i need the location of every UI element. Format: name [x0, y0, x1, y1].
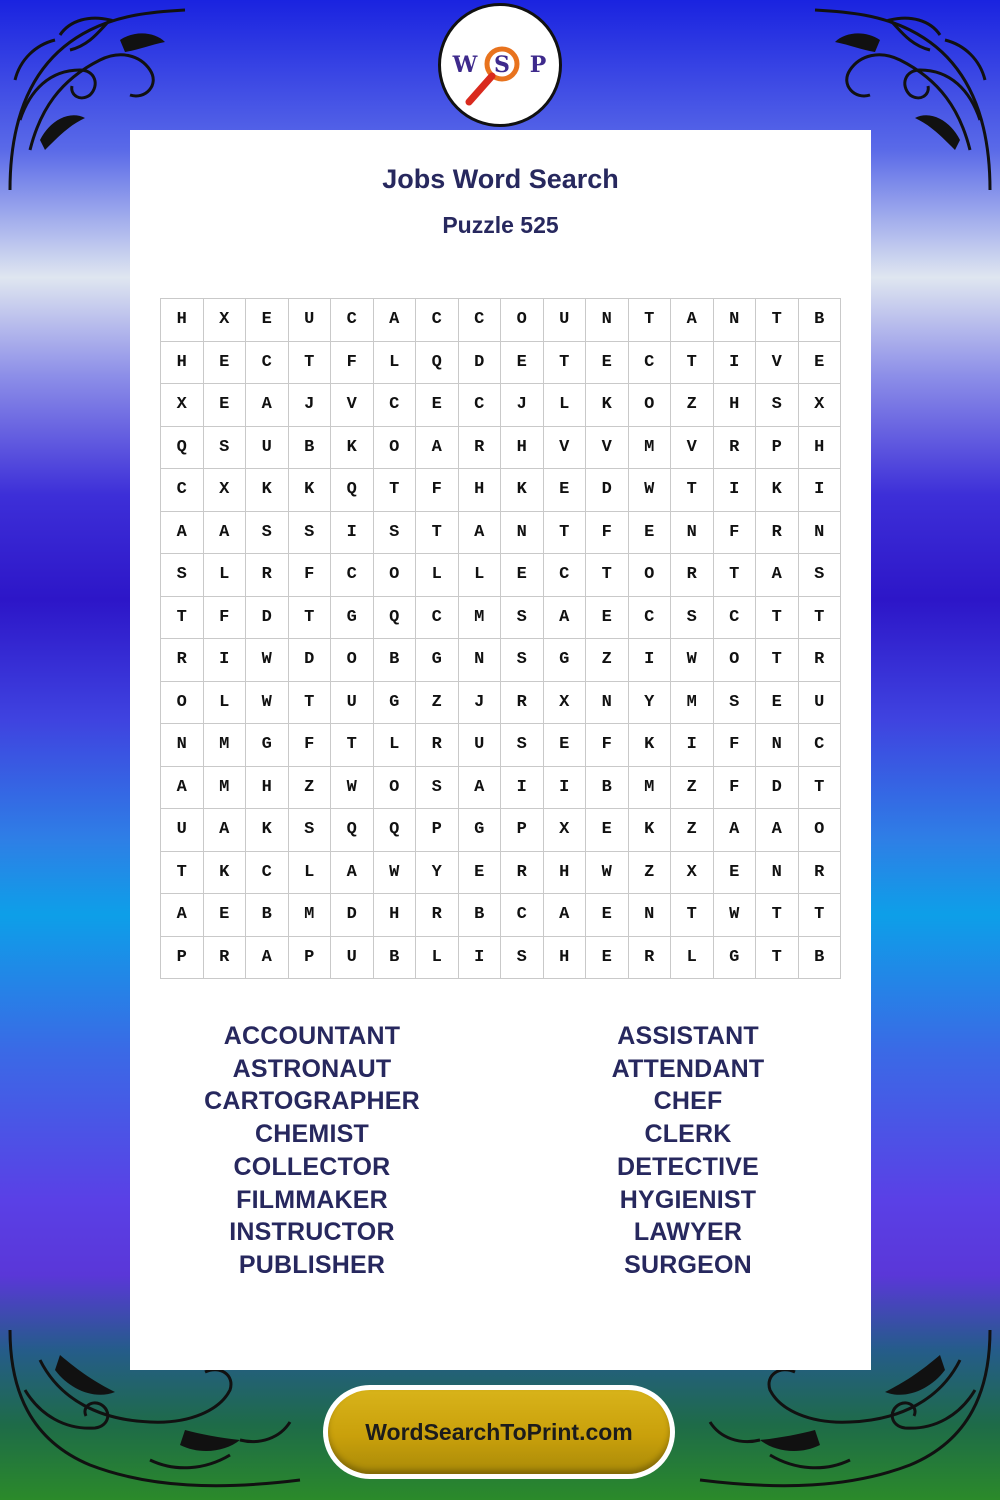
grid-cell[interactable]: H [799, 427, 842, 470]
grid-cell[interactable]: C [459, 384, 502, 427]
logo-letter-w: W [452, 52, 478, 78]
grid-cell[interactable]: A [161, 767, 204, 810]
grid-cell[interactable]: A [204, 809, 247, 852]
grid-cell[interactable]: K [501, 469, 544, 512]
grid-cell[interactable]: I [714, 469, 757, 512]
grid-cell[interactable]: N [714, 299, 757, 342]
grid-cell[interactable]: T [586, 554, 629, 597]
letter-grid [160, 298, 841, 979]
grid-cell[interactable]: V [331, 384, 374, 427]
grid-cell[interactable]: M [289, 894, 332, 937]
grid-cell[interactable]: S [289, 512, 332, 555]
grid-cell[interactable]: Z [586, 639, 629, 682]
grid-cell[interactable]: K [246, 809, 289, 852]
word-list-item: CARTOGRAPHER [204, 1087, 420, 1116]
word-list-left [127, 1020, 497, 1282]
grid-cell[interactable]: L [459, 554, 502, 597]
grid-cell[interactable]: J [501, 384, 544, 427]
grid-cell[interactable]: L [416, 554, 459, 597]
grid-cell[interactable]: F [586, 512, 629, 555]
grid-cell[interactable]: H [374, 894, 417, 937]
grid-cell[interactable]: E [586, 597, 629, 640]
grid-cell[interactable]: L [416, 937, 459, 980]
grid-cell[interactable]: E [799, 342, 842, 385]
grid-cell[interactable]: D [459, 342, 502, 385]
grid-cell[interactable]: S [671, 597, 714, 640]
grid-cell[interactable]: B [799, 299, 842, 342]
grid-cell[interactable]: S [246, 512, 289, 555]
grid-cell[interactable]: S [501, 724, 544, 767]
grid-cell[interactable]: Y [629, 682, 672, 725]
grid-cell[interactable]: Z [671, 384, 714, 427]
grid-cell[interactable]: X [161, 384, 204, 427]
grid-cell[interactable]: E [246, 299, 289, 342]
grid-cell[interactable]: B [799, 937, 842, 980]
grid-cell[interactable]: U [799, 682, 842, 725]
grid-cell[interactable]: E [586, 894, 629, 937]
grid-cell[interactable]: W [246, 682, 289, 725]
grid-cell[interactable]: R [799, 852, 842, 895]
grid-cell[interactable]: P [416, 809, 459, 852]
grid-cell[interactable]: A [416, 427, 459, 470]
grid-cell[interactable]: X [799, 384, 842, 427]
grid-cell[interactable]: L [374, 342, 417, 385]
grid-cell[interactable]: E [586, 342, 629, 385]
grid-cell[interactable]: L [671, 937, 714, 980]
word-list-item: COLLECTOR [233, 1152, 391, 1181]
grid-cell[interactable]: I [671, 724, 714, 767]
grid-cell[interactable]: G [246, 724, 289, 767]
grid-cell[interactable]: G [544, 639, 587, 682]
grid-cell[interactable]: H [501, 427, 544, 470]
grid-cell[interactable]: I [544, 767, 587, 810]
grid-cell[interactable]: I [459, 937, 502, 980]
grid-cell[interactable]: C [331, 554, 374, 597]
grid-cell[interactable]: Z [671, 809, 714, 852]
grid-cell[interactable]: T [374, 469, 417, 512]
grid-cell[interactable]: A [331, 852, 374, 895]
grid-cell[interactable]: G [374, 682, 417, 725]
grid-cell[interactable]: T [756, 597, 799, 640]
grid-cell[interactable]: J [289, 384, 332, 427]
grid-cell[interactable]: A [459, 512, 502, 555]
grid-cell[interactable]: M [459, 597, 502, 640]
grid-cell[interactable]: U [246, 427, 289, 470]
page-title: Jobs Word Search [382, 164, 619, 194]
grid-cell[interactable]: S [501, 937, 544, 980]
word-list-item: ACCOUNTANT [223, 1022, 401, 1050]
word-list-item: LAWYER [633, 1218, 743, 1247]
grid-cell[interactable]: V [586, 427, 629, 470]
grid-cell[interactable]: H [544, 852, 587, 895]
grid-cell[interactable]: E [629, 512, 672, 555]
grid-cell[interactable]: D [586, 469, 629, 512]
grid-cell[interactable]: G [331, 597, 374, 640]
word-list-item: DETECTIVE [616, 1152, 760, 1181]
grid-cell[interactable]: A [756, 809, 799, 852]
grid-cell[interactable]: D [331, 894, 374, 937]
grid-cell[interactable]: W [586, 852, 629, 895]
grid-cell[interactable]: H [161, 299, 204, 342]
grid-cell[interactable]: S [374, 512, 417, 555]
grid-cell[interactable]: E [586, 937, 629, 980]
grid-cell[interactable]: B [289, 427, 332, 470]
grid-cell[interactable]: D [289, 639, 332, 682]
grid-cell[interactable]: R [501, 682, 544, 725]
grid-cell[interactable]: N [671, 512, 714, 555]
grid-cell[interactable]: F [586, 724, 629, 767]
grid-cell[interactable]: M [629, 427, 672, 470]
grid-cell[interactable]: L [289, 852, 332, 895]
grid-cell[interactable]: Q [374, 809, 417, 852]
word-list-item: CLERK [644, 1120, 732, 1149]
word-list-item: PUBLISHER [238, 1250, 386, 1279]
grid-cell[interactable]: R [416, 724, 459, 767]
grid-cell[interactable]: R [161, 639, 204, 682]
grid-cell[interactable]: E [714, 852, 757, 895]
grid-cell[interactable]: N [161, 724, 204, 767]
word-list-right [503, 1020, 873, 1282]
grid-cell[interactable]: F [331, 342, 374, 385]
grid-cell[interactable]: N [459, 639, 502, 682]
word-list-item: ATTENDANT [611, 1054, 765, 1083]
grid-cell[interactable]: D [246, 597, 289, 640]
grid-cell[interactable]: M [204, 724, 247, 767]
grid-cell[interactable]: R [501, 852, 544, 895]
grid-cell[interactable]: C [246, 852, 289, 895]
grid-cell[interactable]: O [331, 639, 374, 682]
grid-cell[interactable]: B [586, 767, 629, 810]
grid-cell[interactable]: E [204, 384, 247, 427]
grid-cell[interactable]: F [714, 512, 757, 555]
grid-cell[interactable]: B [459, 894, 502, 937]
grid-cell[interactable]: Z [289, 767, 332, 810]
grid-cell[interactable]: U [289, 299, 332, 342]
grid-cell[interactable]: T [799, 767, 842, 810]
grid-cell[interactable]: R [671, 554, 714, 597]
grid-cell[interactable]: N [756, 852, 799, 895]
puzzle-number: Puzzle 525 [442, 212, 559, 238]
grid-cell[interactable]: T [331, 724, 374, 767]
grid-cell[interactable]: T [289, 342, 332, 385]
grid-cell[interactable]: M [629, 767, 672, 810]
grid-cell[interactable]: X [544, 809, 587, 852]
grid-cell[interactable]: K [629, 724, 672, 767]
grid-cell[interactable]: S [501, 639, 544, 682]
grid-cell[interactable]: T [756, 894, 799, 937]
grid-cell[interactable]: N [756, 724, 799, 767]
word-list-item: INSTRUCTOR [229, 1218, 395, 1247]
grid-cell[interactable]: N [501, 512, 544, 555]
word-list-item: SURGEON [624, 1250, 752, 1279]
grid-cell[interactable]: L [544, 384, 587, 427]
grid-cell[interactable]: N [799, 512, 842, 555]
grid-cell[interactable]: D [756, 767, 799, 810]
grid-cell[interactable]: F [289, 724, 332, 767]
grid-cell[interactable]: K [756, 469, 799, 512]
grid-cell[interactable]: I [501, 767, 544, 810]
grid-cell[interactable]: V [756, 342, 799, 385]
grid-cell[interactable]: H [161, 342, 204, 385]
grid-cell[interactable]: C [161, 469, 204, 512]
grid-cell[interactable]: S [289, 809, 332, 852]
grid-cell[interactable]: Q [374, 597, 417, 640]
grid-cell[interactable]: X [204, 469, 247, 512]
grid-cell[interactable]: E [544, 724, 587, 767]
logo-letter-s: S [494, 52, 510, 78]
grid-cell[interactable]: C [544, 554, 587, 597]
grid-cell[interactable]: O [374, 427, 417, 470]
grid-cell[interactable]: Z [671, 767, 714, 810]
grid-cell[interactable]: U [459, 724, 502, 767]
grid-cell[interactable]: P [161, 937, 204, 980]
grid-cell[interactable]: T [629, 299, 672, 342]
grid-cell[interactable]: O [501, 299, 544, 342]
grid-cell[interactable]: T [289, 682, 332, 725]
grid-cell[interactable]: T [289, 597, 332, 640]
grid-cell[interactable]: W [714, 894, 757, 937]
grid-cell[interactable]: P [289, 937, 332, 980]
word-list-item: CHEF [653, 1087, 723, 1116]
grid-cell[interactable]: Z [629, 852, 672, 895]
grid-cell[interactable]: S [204, 427, 247, 470]
grid-cell[interactable]: E [586, 809, 629, 852]
grid-cell[interactable]: E [204, 342, 247, 385]
grid-cell[interactable]: A [544, 894, 587, 937]
grid-cell[interactable]: E [544, 469, 587, 512]
grid-cell[interactable]: S [714, 682, 757, 725]
grid-cell[interactable]: M [204, 767, 247, 810]
grid-cell[interactable]: C [501, 894, 544, 937]
grid-cell[interactable]: X [544, 682, 587, 725]
grid-cell[interactable]: K [289, 469, 332, 512]
grid-cell[interactable]: C [416, 299, 459, 342]
grid-cell[interactable]: B [246, 894, 289, 937]
grid-cell[interactable]: C [331, 299, 374, 342]
grid-cell[interactable]: H [544, 937, 587, 980]
grid-cell[interactable]: O [629, 384, 672, 427]
grid-cell[interactable]: V [544, 427, 587, 470]
grid-cell[interactable]: I [799, 469, 842, 512]
grid-cell[interactable]: T [416, 512, 459, 555]
grid-cell[interactable]: R [756, 512, 799, 555]
grid-cell[interactable]: K [246, 469, 289, 512]
grid-cell[interactable]: T [671, 469, 714, 512]
grid-cell[interactable]: O [161, 682, 204, 725]
grid-cell[interactable]: C [374, 384, 417, 427]
grid-cell[interactable]: A [671, 299, 714, 342]
grid-cell[interactable]: A [459, 767, 502, 810]
grid-cell[interactable]: K [331, 427, 374, 470]
word-list-item: HYGIENIST [619, 1185, 757, 1214]
grid-cell[interactable]: W [671, 639, 714, 682]
grid-cell[interactable]: A [204, 512, 247, 555]
grid-cell[interactable]: B [374, 639, 417, 682]
grid-cell[interactable]: C [629, 342, 672, 385]
grid-cell[interactable]: W [246, 639, 289, 682]
grid-cell[interactable]: P [756, 427, 799, 470]
grid-cell[interactable]: T [671, 342, 714, 385]
grid-cell[interactable]: B [374, 937, 417, 980]
grid-cell[interactable]: I [331, 512, 374, 555]
grid-cell[interactable]: N [586, 299, 629, 342]
grid-cell[interactable]: W [331, 767, 374, 810]
grid-cell[interactable]: O [799, 809, 842, 852]
site-link-text: WordSearchToPrint.com [365, 1418, 633, 1445]
grid-cell[interactable]: U [544, 299, 587, 342]
grid-cell[interactable]: U [331, 682, 374, 725]
grid-cell[interactable]: F [714, 767, 757, 810]
grid-cell[interactable]: A [246, 937, 289, 980]
grid-cell[interactable]: M [671, 682, 714, 725]
grid-cell[interactable]: T [161, 597, 204, 640]
grid-cell[interactable]: T [799, 597, 842, 640]
grid-cell[interactable]: T [544, 512, 587, 555]
grid-cell[interactable]: C [459, 299, 502, 342]
grid-cell[interactable]: R [714, 427, 757, 470]
grid-cell[interactable]: L [374, 724, 417, 767]
grid-cell[interactable]: L [204, 682, 247, 725]
grid-cell[interactable]: A [161, 894, 204, 937]
grid-cell[interactable]: H [459, 469, 502, 512]
grid-cell[interactable]: O [629, 554, 672, 597]
grid-cell[interactable]: T [671, 894, 714, 937]
grid-cell[interactable]: X [671, 852, 714, 895]
grid-cell[interactable]: Q [416, 342, 459, 385]
grid-cell[interactable]: A [161, 512, 204, 555]
grid-cell[interactable]: V [671, 427, 714, 470]
grid-cell[interactable]: I [714, 342, 757, 385]
grid-cell[interactable]: E [501, 554, 544, 597]
grid-cell[interactable]: S [799, 554, 842, 597]
grid-cell[interactable]: R [246, 554, 289, 597]
grid-cell[interactable]: Q [331, 469, 374, 512]
grid-cell[interactable]: U [161, 809, 204, 852]
grid-cell[interactable]: H [246, 767, 289, 810]
word-list-item: ASTRONAUT [232, 1054, 392, 1083]
grid-cell[interactable]: O [714, 639, 757, 682]
grid-cell[interactable]: T [714, 554, 757, 597]
grid-cell[interactable]: W [629, 469, 672, 512]
grid-cell[interactable]: G [714, 937, 757, 980]
grid-cell[interactable]: F [714, 724, 757, 767]
grid-cell[interactable]: T [161, 852, 204, 895]
grid-cell[interactable]: R [629, 937, 672, 980]
grid-cell[interactable]: W [374, 852, 417, 895]
word-list-item: CHEMIST [255, 1120, 369, 1149]
grid-cell[interactable]: T [544, 342, 587, 385]
grid-cell[interactable]: G [459, 809, 502, 852]
grid-cell[interactable]: Y [416, 852, 459, 895]
grid-cell[interactable]: E [756, 682, 799, 725]
grid-cell[interactable]: A [756, 554, 799, 597]
grid-cell[interactable]: F [416, 469, 459, 512]
grid-cell[interactable]: F [289, 554, 332, 597]
site-link-button[interactable] [323, 1385, 675, 1479]
grid-cell[interactable]: P [501, 809, 544, 852]
grid-cell[interactable]: N [586, 682, 629, 725]
grid-cell[interactable]: E [459, 852, 502, 895]
grid-cell[interactable]: R [416, 894, 459, 937]
magnifier-icon [441, 6, 559, 124]
grid-cell[interactable]: I [204, 639, 247, 682]
grid-cell[interactable]: A [246, 384, 289, 427]
grid-cell[interactable]: K [586, 384, 629, 427]
grid-cell[interactable]: A [714, 809, 757, 852]
grid-cell[interactable]: S [416, 767, 459, 810]
logo-letter-p: P [529, 52, 547, 78]
grid-cell[interactable]: C [714, 597, 757, 640]
grid-cell[interactable]: N [629, 894, 672, 937]
grid-cell[interactable]: F [204, 597, 247, 640]
grid-cell[interactable]: I [629, 639, 672, 682]
grid-cell[interactable]: S [756, 384, 799, 427]
grid-cell[interactable]: K [204, 852, 247, 895]
grid-cell[interactable]: A [544, 597, 587, 640]
grid-cell[interactable]: R [204, 937, 247, 980]
grid-cell[interactable]: Q [161, 427, 204, 470]
grid-cell[interactable]: K [629, 809, 672, 852]
grid-cell[interactable]: C [246, 342, 289, 385]
grid-cell[interactable]: L [204, 554, 247, 597]
word-list-item: FILMMAKER [236, 1185, 388, 1214]
grid-cell[interactable]: G [416, 639, 459, 682]
grid-cell[interactable]: C [416, 597, 459, 640]
grid-cell[interactable]: T [756, 299, 799, 342]
word-list-item: ASSISTANT [617, 1022, 759, 1050]
wsp-logo[interactable] [438, 3, 562, 127]
grid-cell[interactable]: O [374, 554, 417, 597]
grid-cell[interactable]: S [161, 554, 204, 597]
grid-cell[interactable]: Z [416, 682, 459, 725]
grid-cell[interactable]: E [501, 342, 544, 385]
grid-cell[interactable]: R [459, 427, 502, 470]
grid-cell[interactable]: T [756, 937, 799, 980]
site-link-button-face[interactable] [328, 1390, 670, 1474]
grid-cell[interactable]: E [416, 384, 459, 427]
grid-cell[interactable]: R [799, 639, 842, 682]
grid-cell[interactable]: H [714, 384, 757, 427]
grid-cell[interactable]: T [756, 639, 799, 682]
grid-cell[interactable]: U [331, 937, 374, 980]
grid-cell[interactable]: C [799, 724, 842, 767]
grid-cell[interactable]: A [374, 299, 417, 342]
grid-cell[interactable]: E [204, 894, 247, 937]
grid-cell[interactable]: C [629, 597, 672, 640]
grid-cell[interactable]: O [374, 767, 417, 810]
puzzle-panel [130, 130, 871, 1370]
grid-cell[interactable]: Q [331, 809, 374, 852]
grid-cell[interactable]: T [799, 894, 842, 937]
grid-cell[interactable]: J [459, 682, 502, 725]
grid-cell[interactable]: X [204, 299, 247, 342]
grid-cell[interactable]: S [501, 597, 544, 640]
